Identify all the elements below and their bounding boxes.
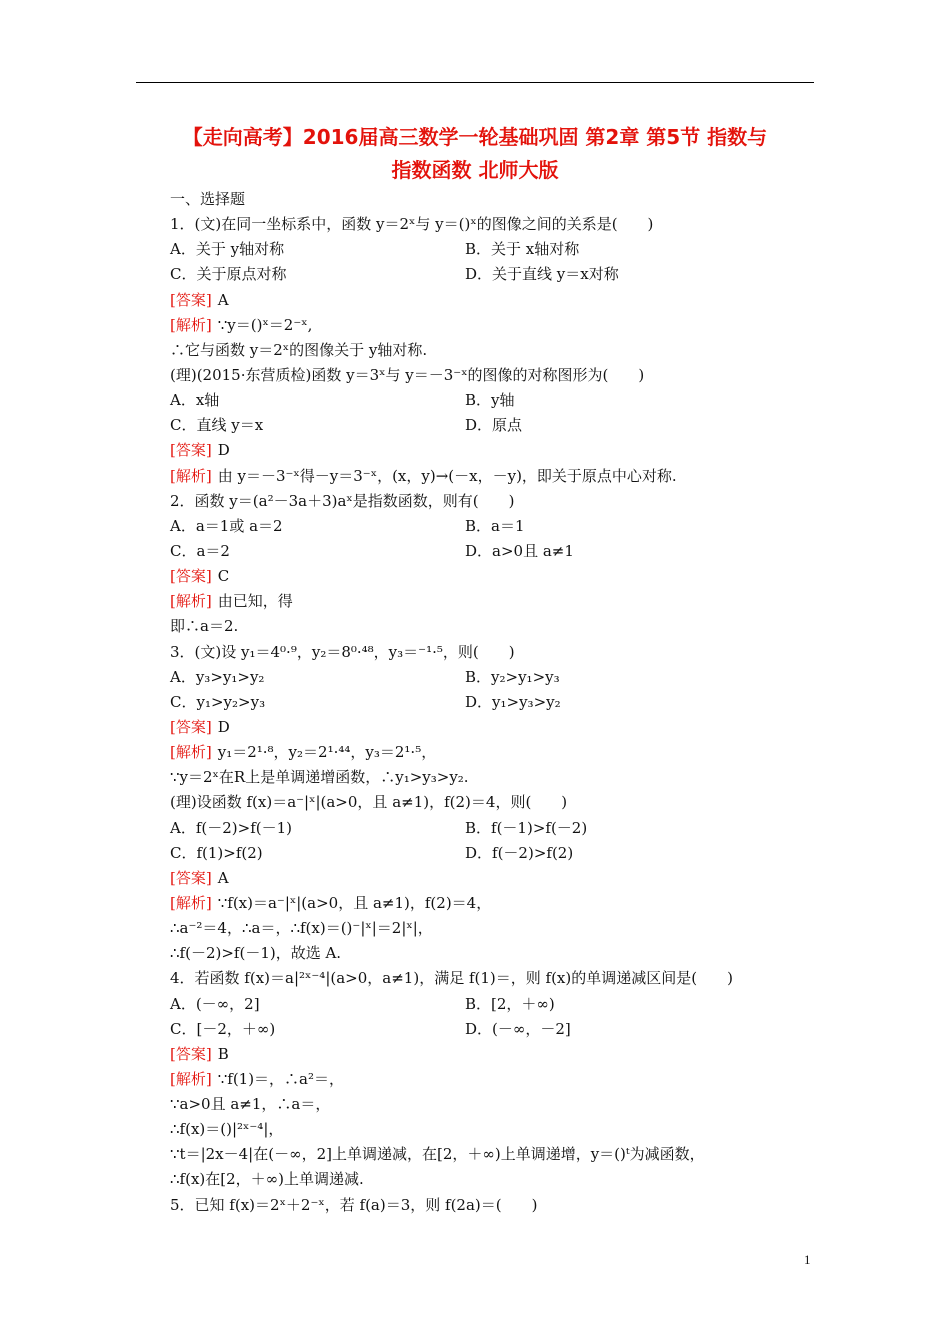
option-left: C．a＝2 — [170, 541, 230, 560]
answer-line — [170, 866, 810, 891]
option-right: B．关于 x轴对称 — [465, 240, 580, 259]
option-row — [170, 816, 810, 841]
line-text: C — [217, 567, 230, 586]
label-tag: [答案] — [170, 567, 212, 586]
option-right: D．y₁>y₃>y₂ — [465, 692, 561, 711]
text-line: ∴f(x)在[2，＋∞)上单调递减. — [170, 1170, 364, 1189]
option-left: A．y₃>y₁>y₂ — [170, 667, 265, 686]
answer-line — [170, 438, 810, 463]
option-right: B．y₂>y₁>y₃ — [465, 667, 560, 686]
text-line: ∵y＝2ˣ在R上是单调递增函数，∴y₁>y₃>y₂. — [170, 768, 469, 787]
analysis-line — [170, 464, 810, 489]
line-text: 由已知，得 — [217, 592, 293, 611]
analysis-line — [170, 740, 810, 765]
page-number: 1 — [804, 1252, 811, 1267]
label-tag: [解析] — [170, 592, 212, 611]
text-line: ∵a>0且 a≠1，∴a＝， — [170, 1095, 331, 1114]
option-row — [170, 539, 810, 564]
line-text: A — [217, 290, 229, 309]
option-right: D．a>0且 a≠1 — [465, 541, 574, 560]
option-left: A．(－∞，2] — [170, 994, 260, 1013]
document-body — [170, 187, 810, 1218]
text-line: 5．已知 f(x)＝2ˣ＋2⁻ˣ，若 f(a)＝3，则 f(2a)＝( ) — [170, 1195, 538, 1214]
option-right: D．f(－2)>f(2) — [465, 843, 574, 862]
text-line: (理)设函数 f(x)＝a⁻|ˣ|(a>0，且 a≠1)，f(2)＝4，则( ) — [170, 793, 568, 812]
option-right: D．原点 — [465, 416, 523, 435]
line-text: D — [217, 717, 230, 736]
option-right: B．[2，＋∞) — [465, 994, 555, 1013]
text-line: ∴f(x)＝()|²ˣ⁻⁴|， — [170, 1120, 284, 1139]
option-right: B．f(－1)>f(－2) — [465, 818, 588, 837]
line-text: 由 y＝－3⁻ˣ得－y＝3⁻ˣ，(x，y)→(－x，－y)，即关于原点中心对称. — [217, 466, 677, 485]
text-line: ∴f(－2)>f(－1)，故选 A. — [170, 944, 342, 963]
option-row — [170, 388, 810, 413]
label-tag: [解析] — [170, 1069, 212, 1088]
option-row — [170, 841, 810, 866]
line-text: ∵f(x)＝a⁻|ˣ|(a>0，且 a≠1)，f(2)＝4， — [217, 893, 492, 912]
line-text: ∵f(1)＝，∴a²＝， — [217, 1069, 345, 1088]
option-left: C．关于原点对称 — [170, 265, 287, 284]
answer-line — [170, 288, 810, 313]
option-row — [170, 1017, 810, 1042]
option-left: C．y₁>y₂>y₃ — [170, 692, 266, 711]
option-left: C．f(1)>f(2) — [170, 843, 263, 862]
answer-line — [170, 564, 810, 589]
line-text: y₁＝2¹·⁸，y₂＝2¹·⁴⁴，y₃＝2¹·⁵， — [217, 743, 437, 762]
document-title-line-1: 【走向高考】2016届高三数学一轮基础巩固 第2章 第5节 指数与 — [182, 125, 768, 149]
answer-line — [170, 1042, 810, 1067]
option-right: B．y轴 — [465, 391, 515, 410]
label-tag: [答案] — [170, 290, 212, 309]
option-row — [170, 237, 810, 262]
answer-line — [170, 715, 810, 740]
option-left: A．a＝1或 a＝2 — [170, 516, 283, 535]
line-text: D — [217, 441, 230, 460]
text-line: ∴a⁻²＝4，∴a＝，∴f(x)＝()⁻|ˣ|＝2|ˣ|， — [170, 919, 433, 938]
option-row — [170, 992, 810, 1017]
option-right: B．a＝1 — [465, 516, 525, 535]
option-left: A．x轴 — [170, 391, 220, 410]
text-line: 即∴a＝2. — [170, 617, 239, 636]
option-row — [170, 665, 810, 690]
option-row — [170, 514, 810, 539]
label-tag: [答案] — [170, 868, 212, 887]
text-line: (理)(2015·东营质检)函数 y＝3ˣ与 y＝－3⁻ˣ的图像的对称图形为( ) — [170, 365, 645, 384]
option-row — [170, 413, 810, 438]
option-row — [170, 690, 810, 715]
text-line: 4．若函数 f(x)＝a|²ˣ⁻⁴|(a>0，a≠1)，满足 f(1)＝，则 f(x)的单调递减区间是( ) — [170, 969, 733, 988]
option-row — [170, 262, 810, 287]
option-left: C．直线 y＝x — [170, 416, 264, 435]
analysis-line — [170, 1067, 810, 1092]
text-line: ∵t＝|2x－4|在(－∞，2]上单调递减，在[2，＋∞)上单调递增，y＝()ᵗ为减函数， — [170, 1145, 705, 1164]
label-tag: [答案] — [170, 441, 212, 460]
label-tag: [答案] — [170, 1044, 212, 1063]
text-line: 1．(文)在同一坐标系中，函数 y＝2ˣ与 y＝()ˣ的图像之间的关系是( ) — [170, 215, 654, 234]
text-line: 3．(文)设 y₁＝4⁰·⁹，y₂＝8⁰·⁴⁸，y₃＝⁻¹·⁵，则( ) — [170, 642, 515, 661]
text-line: ∴它与函数 y＝2ˣ的图像关于 y轴对称. — [170, 340, 428, 359]
option-left: C．[－2，＋∞) — [170, 1019, 276, 1038]
analysis-line — [170, 589, 810, 614]
analysis-line — [170, 313, 810, 338]
document-title-line-2: 指数函数 北师大版 — [391, 158, 559, 182]
header-rule — [136, 82, 814, 83]
line-text: B — [217, 1044, 229, 1063]
option-right: D．(－∞，－2] — [465, 1019, 571, 1038]
option-left: A．f(－2)>f(－1) — [170, 818, 292, 837]
analysis-line — [170, 891, 810, 916]
label-tag: [解析] — [170, 743, 212, 762]
option-right: D．关于直线 y＝x对称 — [465, 265, 619, 284]
line-text: A — [217, 868, 229, 887]
text-line: 一、选择题 — [170, 190, 246, 208]
label-tag: [解析] — [170, 893, 212, 912]
text-line: 2．函数 y＝(a²－3a＋3)aˣ是指数函数，则有( ) — [170, 491, 515, 510]
label-tag: [答案] — [170, 717, 212, 736]
line-text: ∵y＝()ˣ＝2⁻ˣ, — [217, 315, 313, 334]
label-tag: [解析] — [170, 315, 212, 334]
label-tag: [解析] — [170, 466, 212, 485]
option-left: A．关于 y轴对称 — [170, 240, 285, 259]
